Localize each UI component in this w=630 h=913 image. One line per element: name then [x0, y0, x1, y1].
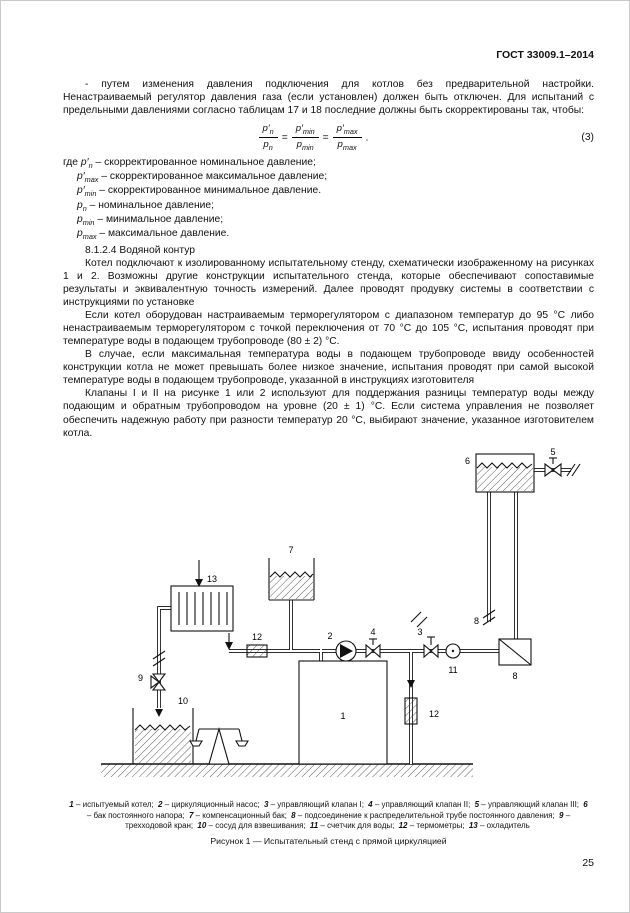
definitions-list [63, 156, 594, 242]
legend-item: 12 – термометры; [398, 821, 465, 831]
figure-legend [63, 800, 594, 832]
label-thermometer-a: 12 [251, 631, 263, 642]
formula [63, 123, 594, 152]
legend-item: 4 – управляющий клапан II; [368, 799, 471, 809]
label-connection-b: 8 [512, 670, 518, 681]
control-valve-2-icon [366, 639, 380, 657]
legend-item: 8 – подсоединение к распределительной трубе постоянного давления; [291, 810, 555, 820]
balance-scale-icon [190, 729, 248, 764]
definition-row: где $p'_n$ – скорректированное номинальное давление; [63, 156, 316, 170]
constant-head-tank [476, 454, 534, 492]
label-pump: 2 [327, 630, 333, 641]
compensation-tank [269, 558, 314, 600]
circulation-pump-icon [336, 641, 356, 661]
legend-item: 11 – счетчик для воды; [309, 821, 395, 831]
legend-item: 9 – трехходовой кран; [125, 810, 571, 831]
flow-arrow-icon [407, 680, 415, 688]
figure-diagram [81, 446, 594, 798]
thermometer-pocket [405, 698, 417, 724]
label-valve-2: 4 [370, 626, 376, 637]
test-stand-schematic [81, 446, 601, 794]
page-header: ГОСТ 33009.1–2014 [496, 49, 594, 61]
section-heading: 8.1.2.4 Водяной контур [85, 244, 195, 256]
fraction-3: $\frac{p'_{max}}{p_{max}}$ [333, 123, 362, 152]
label-compensation-tank: 7 [288, 544, 294, 555]
legend-item: 6 – бак постоянного напора; [86, 799, 588, 820]
intro-paragraph: - путем изменения давления подключения для котлов без предварительной настройки. Ненастраиваемый регулятор давления газа (если установлен) должен быть отключен. Для испытаний с предельными давлениями согласно таблицам 17 и 18 последние должны быть скорректированы так, чтобы: [63, 79, 594, 117]
legend-item: 13 – охладитель [468, 821, 530, 831]
definition-row: $p_{max}$ – максимальное давление. [77, 228, 230, 242]
label-cooler: 13 [206, 573, 218, 584]
weighing-vessel [133, 708, 193, 764]
figure-caption: Рисунок 1 — Испытательный стенд с прямой циркуляцией [210, 836, 447, 847]
water-meter-icon [446, 644, 460, 658]
legend-item: 3 – управляющий клапан I; [263, 799, 364, 809]
page-number: 25 [582, 857, 594, 870]
fraction-2: $\frac{p'_{min}}{p_{min}}$ [292, 123, 319, 152]
label-boiler: 1 [340, 710, 346, 721]
legend-item: 1 – испытуемый котел; [69, 799, 154, 809]
legend-item: 2 – циркуляционный насос; [158, 799, 260, 809]
ground-hatch [101, 764, 473, 777]
paragraph: В случае, если максимальная температура воды в подающем трубопроводе ввиду особенностей конструкции котла не может превышать более низкое значение, испытания проводят при самой высокой температуре воды в подающем трубопроводе, указанной в инструкциях изготовителя [63, 349, 594, 387]
cooler [171, 560, 233, 650]
three-way-valve-icon [151, 674, 165, 690]
legend-item: 5 – управляющий клапан III; [474, 799, 580, 809]
definition-row: $p'_{max}$ – скорректированное максимальное давление; [77, 171, 328, 185]
connection-box [499, 639, 531, 665]
paragraph: Если котел оборудован настраиваемым терморегулятором с диапазоном температур до 95 °С либо ненастраиваемым терморегулятором с точкой переключения от 70 °С до 105 °С, испытания проводят при температуре воды в подающем трубопроводе (80 ± 2) °С. [63, 310, 594, 348]
label-valve-1: 3 [417, 626, 423, 637]
label-head-tank: 6 [464, 455, 470, 466]
legend-item: 10 – сосуд для взвешивания; [197, 821, 306, 831]
control-valve-3-icon [545, 458, 580, 476]
paragraph: Клапаны I и II на рисунке 1 или 2 используют для поддержания разницы температур воды между подающим и обратным трубопроводом на уровне (20 ± 1) °С. Если система управления не позволяет обеспечить надежную работу при разности температур 20 °С, выбирают значение, указанное изготовителем котла. [63, 388, 594, 439]
formula-body [63, 123, 560, 152]
equals-sign: = [281, 131, 288, 143]
label-water-meter: 11 [448, 664, 458, 675]
formula-period: . [365, 131, 369, 143]
equals-sign: = [322, 131, 329, 143]
definition-row: $p'_{min}$ – скорректированное минимальное давление. [77, 185, 322, 199]
thermometer-pocket [247, 645, 267, 657]
label-connection-a: 8 [473, 615, 479, 626]
fraction-1: $\frac{p'_n}{p_n}$ [259, 123, 278, 152]
label-thermometer-b: 12 [429, 708, 440, 719]
definition-row: $p_{min}$ – минимальное давление; [77, 214, 224, 228]
equation-number: (3) [581, 131, 594, 143]
legend-item: 7 – компенсационный бак; [188, 810, 287, 820]
paragraph: Котел подключают к изолированному испытательному стенду, схематически изображенному на рисунках 1 и 2. Возможны другие конструкции испытательного стенда, которые обеспечивают сопоставимые результаты и эквивалентную точность измерений. Далее проводят продувку системы в соответствии с инструкциями по установке [63, 257, 594, 308]
definition-row: $p_n$ – номинальное давление; [77, 199, 215, 213]
label-three-way-valve: 9 [137, 672, 143, 683]
label-weighing-vessel: 10 [177, 695, 189, 706]
label-valve-3: 5 [550, 446, 556, 457]
